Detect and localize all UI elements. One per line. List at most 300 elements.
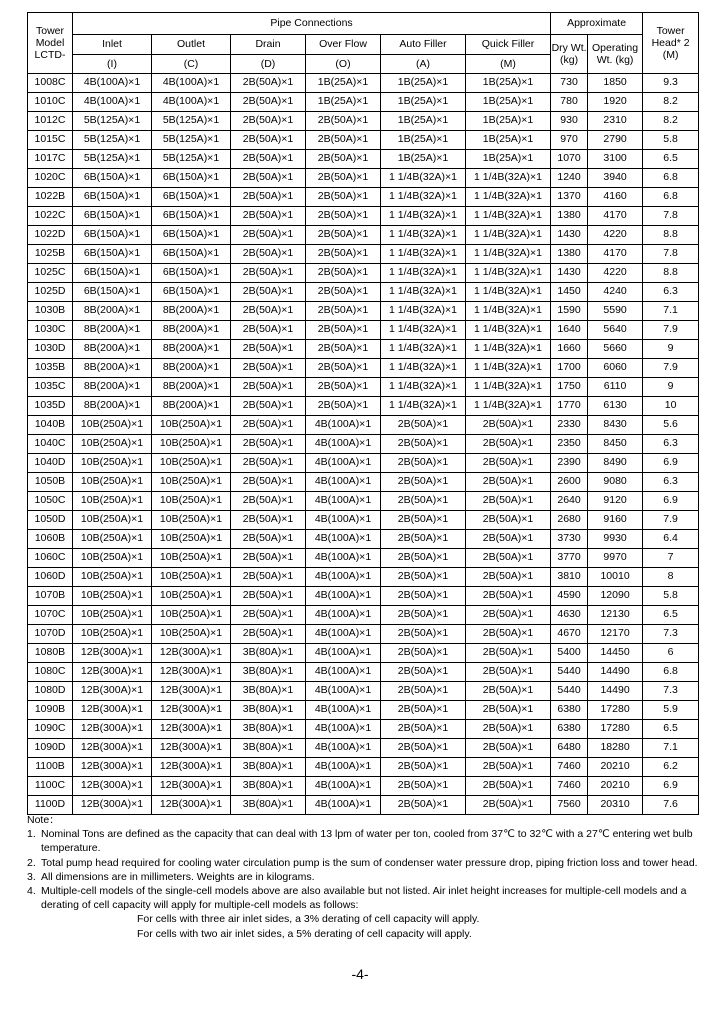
drain-cell: 2B(50A)×1: [231, 473, 306, 492]
inlet-cell: 12B(300A)×1: [73, 739, 152, 758]
overflow-cell: 4B(100A)×1: [306, 682, 381, 701]
inlet-cell: 10B(250A)×1: [73, 416, 152, 435]
overflow-cell: 4B(100A)×1: [306, 435, 381, 454]
overflow-cell: 4B(100A)×1: [306, 739, 381, 758]
auto-filler-cell: 2B(50A)×1: [381, 644, 466, 663]
overflow-cell: 1B(25A)×1: [306, 74, 381, 93]
model-cell: 1025C: [28, 264, 73, 283]
inlet-cell: 10B(250A)×1: [73, 568, 152, 587]
operating-weight-cell: 5590: [588, 302, 643, 321]
drain-cell: 2B(50A)×1: [231, 93, 306, 112]
auto-filler-cell: 2B(50A)×1: [381, 530, 466, 549]
tower-head-cell: 8.8: [643, 226, 699, 245]
drain-header: Drain: [231, 35, 306, 55]
outlet-cell: 12B(300A)×1: [152, 644, 231, 663]
tower-head-cell: 6.9: [643, 454, 699, 473]
quick-filler-cell: 2B(50A)×1: [466, 701, 551, 720]
tower-head-cell: 8.2: [643, 93, 699, 112]
note-subitem: For cells with two air inlet sides, a 5% derating of cell capacity will apply.: [137, 927, 472, 940]
operating-weight-cell: 20210: [588, 777, 643, 796]
model-cell: 1050B: [28, 473, 73, 492]
outlet-cell: 8B(200A)×1: [152, 359, 231, 378]
tower-head-cell: 7.3: [643, 682, 699, 701]
table-row: [28, 682, 699, 701]
quick-filler-cell: 1 1/4B(32A)×1: [466, 340, 551, 359]
operating-weight-cell: 12130: [588, 606, 643, 625]
table-row: [28, 739, 699, 758]
model-cell: 1040B: [28, 416, 73, 435]
dry-weight-cell: 1070: [551, 150, 588, 169]
table-row: [28, 283, 699, 302]
tower-head-cell: 7.8: [643, 245, 699, 264]
drain-cell: 2B(50A)×1: [231, 606, 306, 625]
inlet-cell: 6B(150A)×1: [73, 207, 152, 226]
operating-weight-cell: 20310: [588, 796, 643, 815]
auto-filler-code: (A): [381, 55, 466, 74]
table-row: [28, 188, 699, 207]
table-row: [28, 701, 699, 720]
outlet-cell: 10B(250A)×1: [152, 454, 231, 473]
table-row: [28, 302, 699, 321]
overflow-header: Over Flow: [306, 35, 381, 55]
quick-filler-cell: 2B(50A)×1: [466, 435, 551, 454]
tower-head-cell: 6.9: [643, 777, 699, 796]
outlet-cell: 10B(250A)×1: [152, 435, 231, 454]
drain-cell: 3B(80A)×1: [231, 739, 306, 758]
model-cell: 1010C: [28, 93, 73, 112]
drain-cell: 2B(50A)×1: [231, 245, 306, 264]
model-cell: 1080C: [28, 663, 73, 682]
quick-filler-cell: 2B(50A)×1: [466, 758, 551, 777]
inlet-cell: 6B(150A)×1: [73, 245, 152, 264]
overflow-cell: 4B(100A)×1: [306, 492, 381, 511]
model-cell: 1070C: [28, 606, 73, 625]
outlet-cell: 12B(300A)×1: [152, 720, 231, 739]
dry-weight-cell: 1660: [551, 340, 588, 359]
table-row: [28, 587, 699, 606]
dry-weight-cell: 1430: [551, 226, 588, 245]
dry-weight-cell: 6380: [551, 701, 588, 720]
drain-cell: 3B(80A)×1: [231, 758, 306, 777]
overflow-cell: 4B(100A)×1: [306, 777, 381, 796]
overflow-cell: 4B(100A)×1: [306, 454, 381, 473]
operating-weight-cell: 20210: [588, 758, 643, 777]
inlet-cell: 8B(200A)×1: [73, 321, 152, 340]
overflow-cell: 4B(100A)×1: [306, 606, 381, 625]
drain-code: (D): [231, 55, 306, 74]
dry-weight-cell: 4630: [551, 606, 588, 625]
dry-weight-cell: 3770: [551, 549, 588, 568]
outlet-cell: 4B(100A)×1: [152, 74, 231, 93]
quick-filler-cell: 2B(50A)×1: [466, 739, 551, 758]
dry-weight-cell: 2600: [551, 473, 588, 492]
tower-head-cell: 5.8: [643, 587, 699, 606]
table-row: [28, 131, 699, 150]
drain-cell: 2B(50A)×1: [231, 302, 306, 321]
auto-filler-cell: 1 1/4B(32A)×1: [381, 226, 466, 245]
drain-cell: 3B(80A)×1: [231, 682, 306, 701]
quick-filler-cell: 2B(50A)×1: [466, 473, 551, 492]
operating-weight-cell: 4170: [588, 245, 643, 264]
inlet-cell: 4B(100A)×1: [73, 74, 152, 93]
auto-filler-cell: 2B(50A)×1: [381, 758, 466, 777]
overflow-cell: 2B(50A)×1: [306, 226, 381, 245]
quick-filler-cell: 1 1/4B(32A)×1: [466, 169, 551, 188]
table-row: [28, 397, 699, 416]
model-cell: 1040D: [28, 454, 73, 473]
inlet-cell: 10B(250A)×1: [73, 606, 152, 625]
model-cell: 1060B: [28, 530, 73, 549]
operating-weight-cell: 8490: [588, 454, 643, 473]
inlet-cell: 8B(200A)×1: [73, 302, 152, 321]
dry-weight-cell: 5440: [551, 682, 588, 701]
dry-weight-cell: 6380: [551, 720, 588, 739]
overflow-cell: 4B(100A)×1: [306, 644, 381, 663]
drain-cell: 2B(50A)×1: [231, 169, 306, 188]
model-cell: 1025B: [28, 245, 73, 264]
auto-filler-cell: 2B(50A)×1: [381, 777, 466, 796]
drain-cell: 2B(50A)×1: [231, 321, 306, 340]
operating-weight-header: Operating Wt. (kg): [588, 35, 643, 74]
dry-weight-cell: 3810: [551, 568, 588, 587]
operating-weight-cell: 1850: [588, 74, 643, 93]
drain-cell: 2B(50A)×1: [231, 378, 306, 397]
dry-weight-cell: 1640: [551, 321, 588, 340]
table-body: [28, 74, 699, 815]
tower-head-cell: 8: [643, 568, 699, 587]
inlet-cell: 6B(150A)×1: [73, 188, 152, 207]
model-cell: 1030D: [28, 340, 73, 359]
operating-weight-cell: 14490: [588, 663, 643, 682]
inlet-cell: 5B(125A)×1: [73, 131, 152, 150]
table-row: [28, 511, 699, 530]
operating-weight-cell: 4220: [588, 264, 643, 283]
outlet-cell: 6B(150A)×1: [152, 207, 231, 226]
dry-weight-cell: 4590: [551, 587, 588, 606]
tower-head-cell: 7.8: [643, 207, 699, 226]
model-cell: 1030B: [28, 302, 73, 321]
tower-head-cell: 8.2: [643, 112, 699, 131]
auto-filler-cell: 2B(50A)×1: [381, 511, 466, 530]
auto-filler-cell: 1 1/4B(32A)×1: [381, 302, 466, 321]
inlet-cell: 6B(150A)×1: [73, 226, 152, 245]
model-cell: 1100D: [28, 796, 73, 815]
drain-cell: 2B(50A)×1: [231, 549, 306, 568]
model-cell: 1035C: [28, 378, 73, 397]
operating-weight-cell: 3100: [588, 150, 643, 169]
inlet-cell: 12B(300A)×1: [73, 720, 152, 739]
inlet-cell: 10B(250A)×1: [73, 530, 152, 549]
drain-cell: 2B(50A)×1: [231, 511, 306, 530]
overflow-cell: 4B(100A)×1: [306, 568, 381, 587]
inlet-cell: 5B(125A)×1: [73, 150, 152, 169]
outlet-cell: 10B(250A)×1: [152, 568, 231, 587]
model-cell: 1017C: [28, 150, 73, 169]
tower-head-cell: 6: [643, 644, 699, 663]
inlet-cell: 6B(150A)×1: [73, 169, 152, 188]
drain-cell: 2B(50A)×1: [231, 188, 306, 207]
drain-cell: 2B(50A)×1: [231, 454, 306, 473]
dry-weight-cell: 4670: [551, 625, 588, 644]
quick-filler-cell: 1 1/4B(32A)×1: [466, 245, 551, 264]
model-cell: 1030C: [28, 321, 73, 340]
auto-filler-cell: 1 1/4B(32A)×1: [381, 283, 466, 302]
tower-head-cell: 7.1: [643, 302, 699, 321]
tower-head-cell: 6.8: [643, 663, 699, 682]
overflow-code: (O): [306, 55, 381, 74]
tower-head-cell: 9: [643, 340, 699, 359]
outlet-cell: 6B(150A)×1: [152, 226, 231, 245]
dry-weight-cell: 1590: [551, 302, 588, 321]
table-header: [28, 13, 699, 74]
dry-weight-cell: 930: [551, 112, 588, 131]
outlet-cell: 5B(125A)×1: [152, 112, 231, 131]
inlet-cell: 4B(100A)×1: [73, 93, 152, 112]
model-cell: 1015C: [28, 131, 73, 150]
auto-filler-cell: 2B(50A)×1: [381, 720, 466, 739]
operating-weight-cell: 9160: [588, 511, 643, 530]
operating-weight-cell: 4220: [588, 226, 643, 245]
inlet-cell: 8B(200A)×1: [73, 378, 152, 397]
drain-cell: 2B(50A)×1: [231, 283, 306, 302]
drain-cell: 3B(80A)×1: [231, 720, 306, 739]
table-row: [28, 321, 699, 340]
drain-cell: 3B(80A)×1: [231, 644, 306, 663]
tower-head-cell: 5.9: [643, 701, 699, 720]
specifications-table: [27, 12, 699, 815]
model-cell: 1022B: [28, 188, 73, 207]
operating-weight-cell: 14450: [588, 644, 643, 663]
inlet-cell: 10B(250A)×1: [73, 473, 152, 492]
quick-filler-cell: 2B(50A)×1: [466, 454, 551, 473]
outlet-cell: 6B(150A)×1: [152, 283, 231, 302]
quick-filler-cell: 1 1/4B(32A)×1: [466, 264, 551, 283]
auto-filler-cell: 1 1/4B(32A)×1: [381, 359, 466, 378]
dry-weight-cell: 2330: [551, 416, 588, 435]
inlet-cell: 12B(300A)×1: [73, 701, 152, 720]
note-item: [27, 856, 701, 870]
auto-filler-cell: 2B(50A)×1: [381, 416, 466, 435]
overflow-cell: 2B(50A)×1: [306, 245, 381, 264]
model-cell: 1012C: [28, 112, 73, 131]
page-number: -4-: [351, 966, 369, 982]
note-number: 2.: [27, 856, 36, 869]
quick-filler-cell: 1 1/4B(32A)×1: [466, 359, 551, 378]
dry-weight-cell: 1700: [551, 359, 588, 378]
tower-head-cell: 7.9: [643, 359, 699, 378]
operating-weight-cell: 8450: [588, 435, 643, 454]
tower-head-cell: 6.3: [643, 283, 699, 302]
quick-filler-cell: 2B(50A)×1: [466, 644, 551, 663]
operating-weight-cell: 17280: [588, 701, 643, 720]
inlet-cell: 5B(125A)×1: [73, 112, 152, 131]
auto-filler-cell: 1 1/4B(32A)×1: [381, 378, 466, 397]
inlet-cell: 8B(200A)×1: [73, 340, 152, 359]
inlet-cell: 10B(250A)×1: [73, 492, 152, 511]
dry-weight-cell: 970: [551, 131, 588, 150]
tower-head-cell: 7.3: [643, 625, 699, 644]
table-row: [28, 549, 699, 568]
auto-filler-cell: 1 1/4B(32A)×1: [381, 340, 466, 359]
drain-cell: 2B(50A)×1: [231, 416, 306, 435]
operating-weight-cell: 1920: [588, 93, 643, 112]
tower-head-cell: 7.9: [643, 321, 699, 340]
model-cell: 1070B: [28, 587, 73, 606]
overflow-cell: 4B(100A)×1: [306, 796, 381, 815]
auto-filler-cell: 2B(50A)×1: [381, 587, 466, 606]
auto-filler-cell: 2B(50A)×1: [381, 739, 466, 758]
note-subitem: For cells with three air inlet sides, a 3% derating of cell capacity will apply.: [137, 913, 480, 926]
drain-cell: 2B(50A)×1: [231, 435, 306, 454]
model-cell: 1100B: [28, 758, 73, 777]
overflow-cell: 4B(100A)×1: [306, 587, 381, 606]
dry-weight-cell: 730: [551, 74, 588, 93]
table-row: [28, 93, 699, 112]
inlet-cell: 8B(200A)×1: [73, 397, 152, 416]
model-cell: 1100C: [28, 777, 73, 796]
inlet-cell: 12B(300A)×1: [73, 663, 152, 682]
operating-weight-cell: 2310: [588, 112, 643, 131]
quick-filler-cell: 2B(50A)×1: [466, 587, 551, 606]
table-row: [28, 720, 699, 739]
quick-filler-header: Quick Filler: [466, 35, 551, 55]
dry-weight-cell: 7460: [551, 777, 588, 796]
overflow-cell: 2B(50A)×1: [306, 321, 381, 340]
overflow-cell: 4B(100A)×1: [306, 530, 381, 549]
operating-weight-cell: 6060: [588, 359, 643, 378]
dry-weight-cell: 1240: [551, 169, 588, 188]
inlet-cell: 10B(250A)×1: [73, 435, 152, 454]
table-row: [28, 796, 699, 815]
tower-head-cell: 6.3: [643, 473, 699, 492]
quick-filler-cell: 2B(50A)×1: [466, 625, 551, 644]
quick-filler-code: (M): [466, 55, 551, 74]
dry-weight-cell: 5400: [551, 644, 588, 663]
overflow-cell: 2B(50A)×1: [306, 340, 381, 359]
tower-head-cell: 6.5: [643, 720, 699, 739]
dry-weight-cell: 1430: [551, 264, 588, 283]
dry-weight-cell: 1370: [551, 188, 588, 207]
table-row: [28, 454, 699, 473]
outlet-cell: 6B(150A)×1: [152, 245, 231, 264]
model-cell: 1060C: [28, 549, 73, 568]
dry-weight-cell: 5440: [551, 663, 588, 682]
outlet-cell: 10B(250A)×1: [152, 625, 231, 644]
table-row: [28, 530, 699, 549]
quick-filler-cell: 1B(25A)×1: [466, 150, 551, 169]
auto-filler-cell: 1 1/4B(32A)×1: [381, 188, 466, 207]
outlet-cell: 5B(125A)×1: [152, 131, 231, 150]
outlet-cell: 5B(125A)×1: [152, 150, 231, 169]
outlet-cell: 10B(250A)×1: [152, 530, 231, 549]
operating-weight-cell: 12090: [588, 587, 643, 606]
tower-model-header: Tower Model LCTD-: [28, 13, 73, 74]
dry-weight-cell: 2350: [551, 435, 588, 454]
auto-filler-cell: 2B(50A)×1: [381, 435, 466, 454]
outlet-cell: 6B(150A)×1: [152, 169, 231, 188]
auto-filler-cell: 1B(25A)×1: [381, 150, 466, 169]
drain-cell: 2B(50A)×1: [231, 207, 306, 226]
note-text: All dimensions are in millimeters. Weights are in kilograms.: [41, 870, 315, 883]
overflow-cell: 2B(50A)×1: [306, 112, 381, 131]
tower-head-cell: 8.8: [643, 264, 699, 283]
model-cell: 1080D: [28, 682, 73, 701]
quick-filler-cell: 1B(25A)×1: [466, 131, 551, 150]
drain-cell: 3B(80A)×1: [231, 701, 306, 720]
operating-weight-cell: 8430: [588, 416, 643, 435]
operating-weight-cell: 5660: [588, 340, 643, 359]
auto-filler-cell: 2B(50A)×1: [381, 568, 466, 587]
outlet-header: Outlet: [152, 35, 231, 55]
tower-head-cell: 7: [643, 549, 699, 568]
model-cell: 1090B: [28, 701, 73, 720]
table-row: [28, 264, 699, 283]
note-number: 3.: [27, 870, 36, 883]
outlet-cell: 10B(250A)×1: [152, 606, 231, 625]
outlet-cell: 12B(300A)×1: [152, 701, 231, 720]
drain-cell: 2B(50A)×1: [231, 340, 306, 359]
auto-filler-cell: 1 1/4B(32A)×1: [381, 397, 466, 416]
inlet-cell: 10B(250A)×1: [73, 625, 152, 644]
quick-filler-cell: 1 1/4B(32A)×1: [466, 302, 551, 321]
inlet-cell: 6B(150A)×1: [73, 264, 152, 283]
note-number: 1.: [27, 828, 36, 841]
pipe-connections-header: Pipe Connections: [73, 13, 551, 35]
outlet-cell: 8B(200A)×1: [152, 378, 231, 397]
overflow-cell: 4B(100A)×1: [306, 625, 381, 644]
drain-cell: 3B(80A)×1: [231, 663, 306, 682]
outlet-cell: 10B(250A)×1: [152, 473, 231, 492]
outlet-cell: 6B(150A)×1: [152, 188, 231, 207]
auto-filler-cell: 1 1/4B(32A)×1: [381, 321, 466, 340]
overflow-cell: 4B(100A)×1: [306, 473, 381, 492]
table-row: [28, 435, 699, 454]
overflow-cell: 2B(50A)×1: [306, 169, 381, 188]
model-cell: 1050D: [28, 511, 73, 530]
table-row: [28, 150, 699, 169]
table-row: [28, 359, 699, 378]
overflow-cell: 4B(100A)×1: [306, 758, 381, 777]
outlet-cell: 12B(300A)×1: [152, 739, 231, 758]
drain-cell: 2B(50A)×1: [231, 530, 306, 549]
dry-weight-cell: 1450: [551, 283, 588, 302]
operating-weight-cell: 18280: [588, 739, 643, 758]
model-cell: 1008C: [28, 74, 73, 93]
tower-head-cell: 7.1: [643, 739, 699, 758]
drain-cell: 2B(50A)×1: [231, 492, 306, 511]
tower-head-cell: 6.2: [643, 758, 699, 777]
operating-weight-cell: 4160: [588, 188, 643, 207]
inlet-cell: 10B(250A)×1: [73, 454, 152, 473]
drain-cell: 2B(50A)×1: [231, 397, 306, 416]
operating-weight-cell: 9080: [588, 473, 643, 492]
tower-head-cell: 7.9: [643, 511, 699, 530]
quick-filler-cell: 2B(50A)×1: [466, 511, 551, 530]
operating-weight-cell: 4170: [588, 207, 643, 226]
inlet-cell: 10B(250A)×1: [73, 587, 152, 606]
model-cell: 1070D: [28, 625, 73, 644]
outlet-cell: 8B(200A)×1: [152, 302, 231, 321]
operating-weight-cell: 17280: [588, 720, 643, 739]
note-number: 4.: [27, 885, 36, 898]
dry-weight-cell: 780: [551, 93, 588, 112]
tower-head-cell: 6.5: [643, 606, 699, 625]
model-cell: 1080B: [28, 644, 73, 663]
table-row: [28, 473, 699, 492]
quick-filler-cell: 1 1/4B(32A)×1: [466, 397, 551, 416]
auto-filler-cell: 2B(50A)×1: [381, 492, 466, 511]
inlet-cell: 12B(300A)×1: [73, 682, 152, 701]
